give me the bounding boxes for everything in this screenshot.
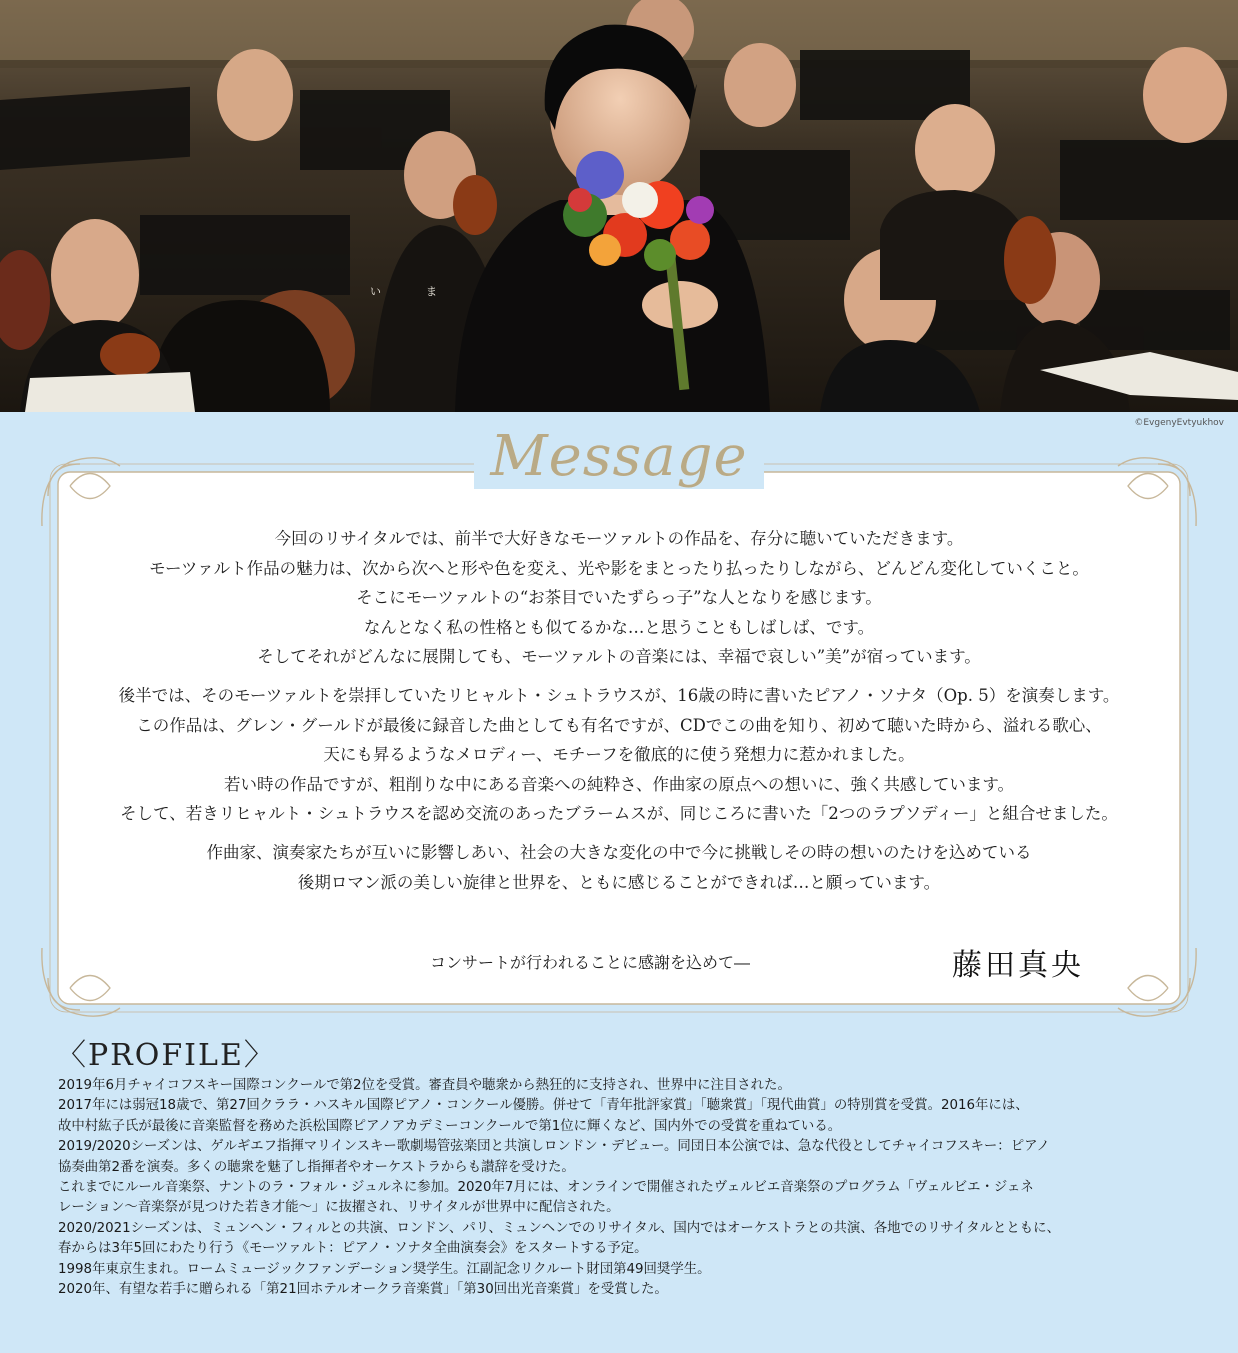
profile-line: 2017年には弱冠18歳で、第27回クララ・ハスキル国際ピアノ・コンクール優勝。併せて「青年批評家賞」「聴衆賞」「現代曲賞」の特別賞を受賞。2016年には、 [58, 1098, 1029, 1114]
message-line: この作品は、グレン・グールドが最後に録音した曲としても有名ですが、CDでこの曲を知り、初めて聴いた時から、溢れる歌心、 [136, 715, 1102, 735]
message-line: そして、若きリヒャルト・シュトラウスを認め交流のあったブラームスが、同じころに書いた「2つのラプソディー」と組合せました。 [120, 804, 1118, 824]
profile-line: 1998年東京生まれ。ロームミュージックファンデーション奨学生。江副記念リクルート財団第49回奨学生。 [58, 1261, 711, 1277]
profile-line: 2020/2021シーズンは、ミュンヘン・フィルとの共演、ロンドン、パリ、ミュンヘンでのリサイタル、国内ではオーケストラとの共演、各地でのリサイタルとともに、 [58, 1220, 1060, 1236]
signature: 藤田真央 [952, 948, 1084, 983]
message-paragraph-2 [58, 681, 1180, 829]
profile-line: 2019/2020シーズンは、ゲルギエフ指揮マリインスキー歌劇場管弦楽団と共演しロンドン・デビュー。同団日本公演では、急な代役としてチャイコフスキー：ピアノ [58, 1139, 1050, 1155]
message-line: 後期ロマン派の美しい旋律と世界を、ともに感じることができれば…と願っています。 [297, 872, 941, 892]
message-title [0, 424, 1238, 489]
profile-title: 〈PROFILE〉 [56, 1038, 276, 1073]
photo-ruby-left: い [370, 285, 381, 298]
concert-photo [0, 0, 1238, 412]
profile-line: これまでにルール音楽祭、ナントのラ・フォル・ジュルネに参加。2020年7月には、オンラインで開催されたヴェルビエ音楽祭のプログラム「ヴェルビエ・ジェネ [58, 1180, 1034, 1196]
profile-line: 2020年、有望な若手に贈られる「第21回ホテルオークラ音楽賞」「第30回出光音楽賞」を受賞した。 [58, 1282, 668, 1298]
message-closing: コンサートが行われることに感謝を込めて― [430, 953, 751, 972]
photo-ruby-right: ま [426, 285, 437, 298]
message-title-text: Message [474, 424, 763, 489]
message-body [58, 524, 1180, 906]
profile-line: レーション～音楽祭が見つけた若き才能～」に抜擢され、リサイタルが世界中に配信された。 [58, 1200, 620, 1216]
message-line: 若い時の作品ですが、粗削りな中にある音楽への純粋さ、作曲家の原点への想いに、強く共感しています。 [223, 774, 1015, 794]
message-line: 天にも昇るようなメロディー、モチーフを徹底的に使う発想力に惹かれました。 [323, 745, 915, 765]
profile-line: 故中村紘子氏が最後に音楽監督を務めた浜松国際ピアノアカデミーコンクールで第1位に輝くなど、国内外での受賞を重ねている。 [58, 1118, 842, 1134]
message-line: なんとなく私の性格とも似てるかな…と思うこともしばしば、です。 [363, 617, 875, 637]
message-line: 後半では、そのモーツァルトを崇拝していたリヒャルト・シュトラウスが、16歳の時に書いたピアノ・ソナタ（Op. 5）を演奏します。 [118, 685, 1120, 705]
message-line: 作曲家、演奏家たちが互いに影響しあい、社会の大きな変化の中で今に挑戦しその時の想いのたけを込めている [206, 842, 1032, 862]
profile-line: 協奏曲第2番を演奏。多くの聴衆を魅了し指揮者やオーケストラからも讃辞を受けた。 [58, 1159, 575, 1175]
message-line: そしてそれがどんなに展開しても、モーツァルトの音楽には、幸福で哀しい”美”が宿っています。 [257, 647, 981, 667]
profile-line: 2019年6月チャイコフスキー国際コンクールで第2位を受賞。審査員や聴衆から熱狂的に支持され、世界中に注目された。 [58, 1078, 791, 1093]
profile-body [58, 1076, 1190, 1300]
message-paragraph-3 [58, 838, 1180, 897]
message-line: モーツァルト作品の魅力は、次から次へと形や色を変え、光や影をまとったり払ったりしながら、どんどん変化していくこと。 [149, 558, 1089, 578]
photo-illustration [0, 0, 1238, 412]
photo-credit: ©EvgenyEvtyukhov [1134, 418, 1224, 428]
message-line: そこにモーツァルトの“お茶目でいたずらっ子”な人となりを感じます。 [356, 588, 882, 608]
message-line: 今回のリサイタルでは、前半で大好きなモーツァルトの作品を、存分に聴いていただきます。 [274, 529, 964, 548]
profile-line: 春からは3年5回にわたり行う《モーツァルト：ピアノ・ソナタ全曲演奏会》をスタートする予定。 [58, 1241, 648, 1257]
message-paragraph-1 [58, 524, 1180, 672]
